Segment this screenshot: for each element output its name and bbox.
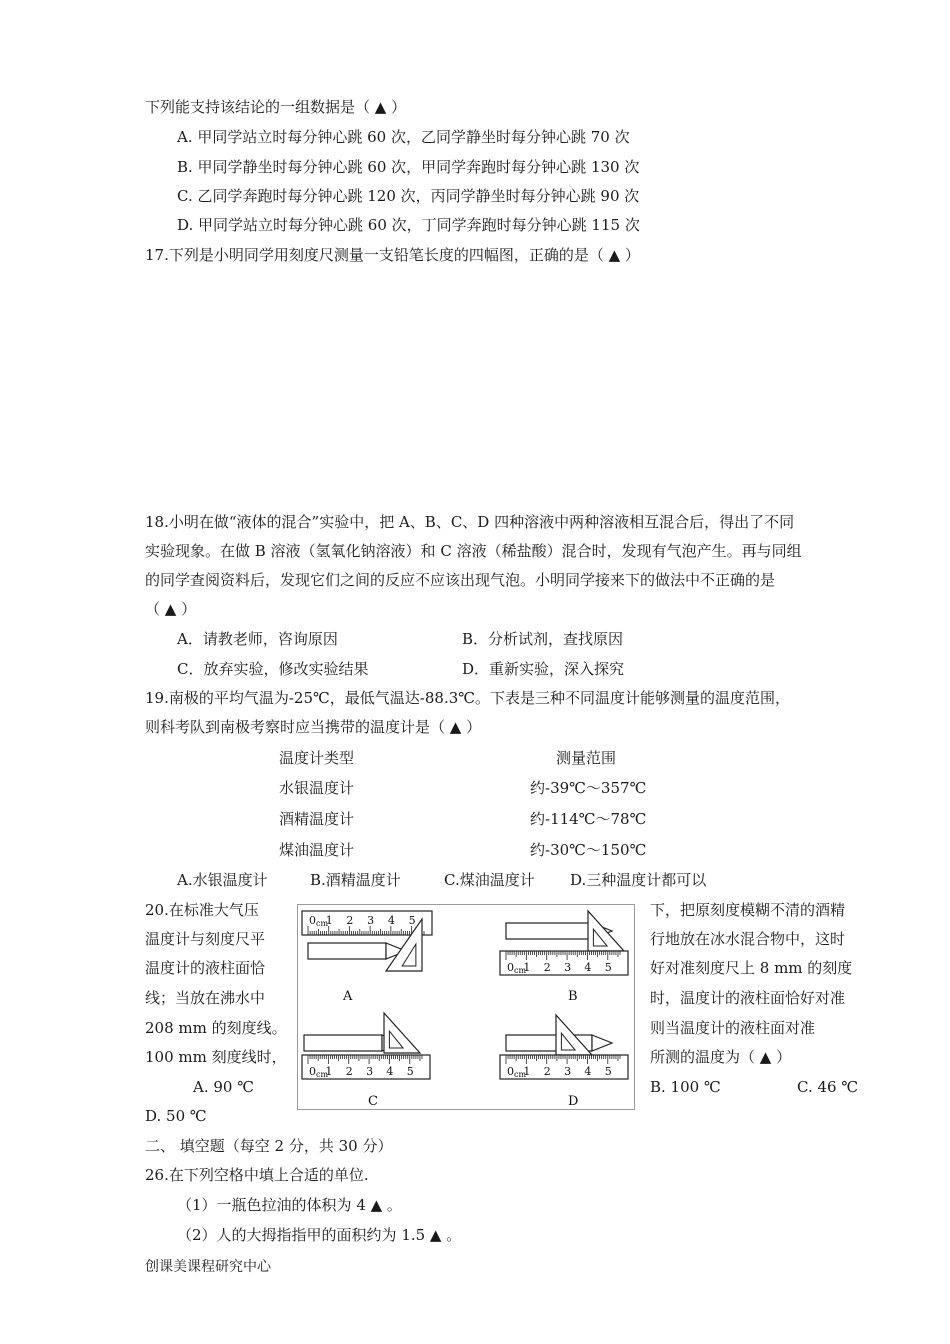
section-title: 二、 填空题（每空 2 分，共 30 分） [145,1137,393,1155]
q17-stem: 17.下列是小明同学用刻度尺测量一支铅笔长度的四幅图，正确的是（ ▲ ） [145,246,640,264]
q20-left-5: 208 mm 的刻度线。 [145,1019,287,1037]
ruler-figure-svg [298,905,634,1109]
q18-line-2: 实验现象。在做 B 溶液（氢氧化钠溶液）和 C 溶液（稀盐酸）混合时，发现有气泡产生。再与同组 [145,542,802,560]
ruler-number: 3 [564,961,572,974]
q16-stem: 下列能支持该结论的一组数据是（ ▲ ） [145,98,407,116]
ruler-number: 4 [584,961,592,974]
table-cell-type: 酒精温度计 [279,810,355,828]
q16-option-a: A. 甲同学站立时每分钟心跳 60 次，乙同学静坐时每分钟心跳 70 次 [177,128,630,146]
q16-option-d: D. 甲同学站立时每分钟心跳 60 次，丁同学奔跑时每分钟心跳 115 次 [177,216,640,234]
ruler-number: 0 [309,1065,316,1078]
ruler-number: 5 [408,914,416,927]
q18-option-c: C．放弃实验，修改实验结果 [177,660,369,678]
q19-option-c: C.煤油温度计 [444,871,535,889]
q20-option-c: C. 46 ℃ [797,1078,859,1096]
ruler-number: 1 [523,961,531,974]
q19-option-d: D.三种温度计都可以 [570,871,707,889]
ruler-number: 4 [387,914,395,927]
q26-item-1: （1）一瓶色拉油的体积为 4 ▲ 。 [177,1196,402,1214]
ruler-number: 0 [507,961,514,974]
ruler-number: 0 [507,1065,514,1078]
q18-line-3: 的同学查阅资料后，发现它们之间的反应不应该出现气泡。小明同学接来下的做法中不正确的是 [145,571,776,589]
table-header-type: 温度计类型 [279,749,355,767]
table-header-range: 测量范围 [556,749,617,767]
pencil-body [506,923,592,939]
q20-left-2: 温度计与刻度尺平 [145,930,266,948]
ruler-number: 5 [604,1065,612,1078]
pencil-body [308,943,386,959]
ruler-figure [297,904,635,1110]
ruler-number: 0 [309,914,316,927]
table-cell-range: 约-30℃～150℃ [530,841,647,859]
panel-label: D [568,1094,579,1109]
q20-option-a: A. 90 ℃ [193,1078,255,1096]
ruler-number: 4 [584,1065,592,1078]
panel-label: A [343,989,353,1004]
q20-right-1: 下，把原刻度模糊不清的酒精 [650,901,846,919]
q20-right-2: 行地放在冰水混合物中，这时 [650,930,846,948]
q20-left-4: 线；当放在沸水中 [145,989,266,1007]
table-cell-range: 约-114℃～78℃ [530,810,647,828]
ruler-number: 4 [386,1065,394,1078]
q18-option-a: A．请教老师，咨询原因 [177,630,338,648]
q19-line-1: 19.南极的平均气温为-25℃，最低气温达-88.3℃。下表是三种不同温度计能够测量的温度范围， [145,689,791,707]
q20-option-d: D. 50 ℃ [145,1107,207,1125]
pencil-body [304,1035,382,1051]
panel-label: C [368,1094,378,1109]
q18-line-1: 18.小明在做“液体的混合”实验中，把 A、B、C、D 四种溶液中两种溶液相互混合后，得出了不同 [145,513,795,531]
q20-left-1: 20.在标准大气压 [145,901,259,919]
q20-right-5: 则当温度计的液柱面对准 [650,1019,816,1037]
ruler-unit: cm [514,966,527,975]
q18-option-b: B．分析试剂，查找原因 [462,630,624,648]
q19-line-2: 则科考队到南极考察时应当携带的温度计是（ ▲ ） [145,718,482,736]
q16-option-c: C. 乙同学奔跑时每分钟心跳 120 次，丙同学静坐时每分钟心跳 90 次 [177,187,640,205]
table-cell-range: 约-39℃～357℃ [530,779,647,797]
q20-option-b: B. 100 ℃ [650,1078,721,1096]
ruler-number: 2 [345,1065,353,1078]
q19-option-a: A.水银温度计 [177,871,268,889]
ruler-number: 2 [543,1065,551,1078]
q20-right-6: 所测的温度为（ ▲ ） [650,1048,792,1066]
ruler-unit: cm [316,1070,329,1079]
pencil-tip [592,1035,612,1051]
q20-left-6: 100 mm 刻度线时， [145,1048,287,1066]
ruler-number: 5 [406,1065,414,1078]
q16-option-b: B. 甲同学静坐时每分钟心跳 60 次，甲同学奔跑时每分钟心跳 130 次 [177,158,640,176]
ruler-number: 1 [325,1065,333,1078]
ruler-number: 3 [367,914,375,927]
ruler-number: 2 [346,914,354,927]
ruler-number: 3 [564,1065,572,1078]
footer-text: 创课美课程研究中心 [145,1259,271,1275]
ruler-unit: cm [514,1070,527,1079]
q18-option-d: D．重新实验，深入探究 [462,660,625,678]
q26-item-2: （2）人的大拇指指甲的面积约为 1.5 ▲ 。 [177,1226,462,1244]
q20-right-4: 时，温度计的液柱面恰好对准 [650,989,846,1007]
q20-right-3: 好对准刻度尺上 8 mm 的刻度 [650,959,853,977]
q18-line-4: （ ▲ ） [145,600,197,618]
table-cell-type: 水银温度计 [279,779,355,797]
table-cell-type: 煤油温度计 [279,841,355,859]
ruler-unit: cm [316,919,329,928]
ruler-number: 5 [604,961,612,974]
q20-left-3: 温度计的液柱面恰 [145,959,266,977]
q19-option-b: B.酒精温度计 [310,871,401,889]
panel-label: B [568,989,578,1004]
ruler-number: 2 [543,961,551,974]
ruler-number: 1 [325,914,333,927]
ruler-number: 3 [366,1065,374,1078]
q26-stem: 26.在下列空格中填上合适的单位. [145,1166,369,1184]
ruler-number: 1 [523,1065,531,1078]
